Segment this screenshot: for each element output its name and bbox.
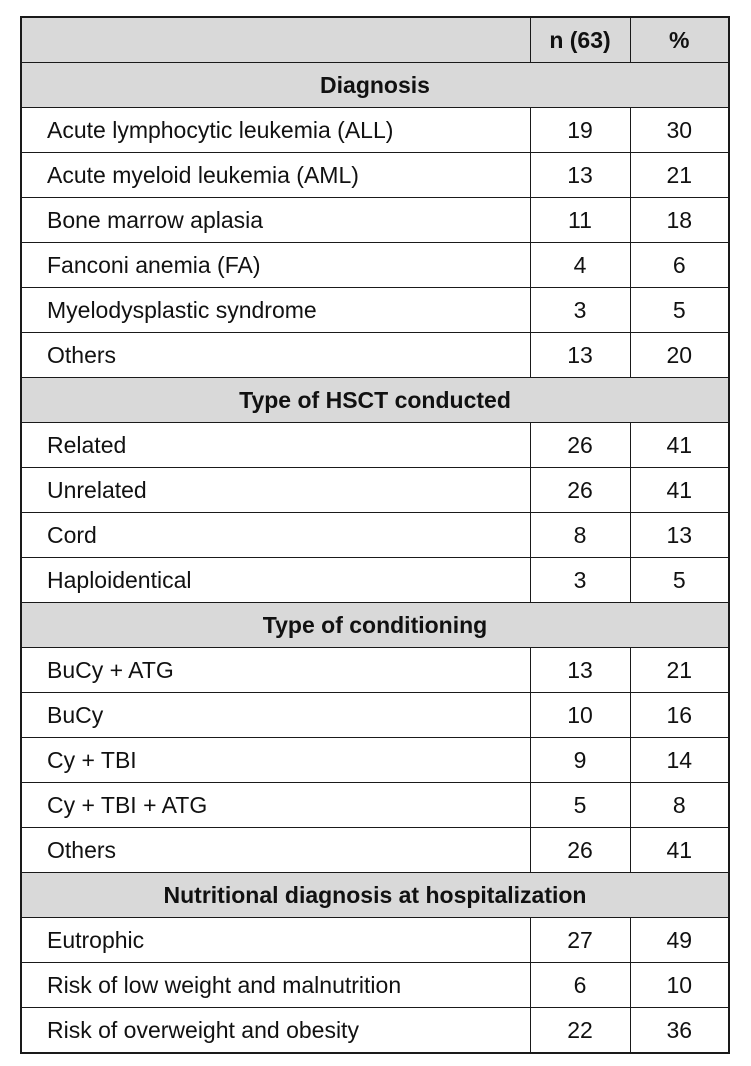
table-row (21, 288, 729, 333)
row-label: Cy + TBI + ATG (21, 783, 530, 828)
row-n-value: 8 (530, 513, 630, 558)
row-percent-value: 30 (630, 108, 729, 153)
row-n-value: 26 (530, 828, 630, 873)
table-row (21, 648, 729, 693)
row-label: Others (21, 333, 530, 378)
row-n-value: 10 (530, 693, 630, 738)
row-label: Bone marrow aplasia (21, 198, 530, 243)
row-percent-value: 6 (630, 243, 729, 288)
row-percent-value: 13 (630, 513, 729, 558)
row-n-value: 27 (530, 918, 630, 963)
row-percent-value: 10 (630, 963, 729, 1008)
row-n-value: 22 (530, 1008, 630, 1054)
row-label: Haploidentical (21, 558, 530, 603)
row-n-value: 26 (530, 468, 630, 513)
header-n: n (63) (530, 17, 630, 63)
row-label: Related (21, 423, 530, 468)
section-title: Diagnosis (21, 63, 729, 108)
row-n-value: 3 (530, 558, 630, 603)
row-n-value: 4 (530, 243, 630, 288)
table-row (21, 108, 729, 153)
row-label: Fanconi anemia (FA) (21, 243, 530, 288)
section-title: Type of conditioning (21, 603, 729, 648)
row-percent-value: 18 (630, 198, 729, 243)
table-row (21, 963, 729, 1008)
row-percent-value: 49 (630, 918, 729, 963)
section-header-row (21, 603, 729, 648)
row-n-value: 9 (530, 738, 630, 783)
header-percent: % (630, 17, 729, 63)
row-percent-value: 41 (630, 828, 729, 873)
row-n-value: 5 (530, 783, 630, 828)
row-percent-value: 14 (630, 738, 729, 783)
table-row (21, 423, 729, 468)
table-row (21, 738, 729, 783)
table-row (21, 513, 729, 558)
row-n-value: 13 (530, 648, 630, 693)
row-percent-value: 5 (630, 558, 729, 603)
row-percent-value: 21 (630, 153, 729, 198)
row-label: Acute myeloid leukemia (AML) (21, 153, 530, 198)
row-n-value: 19 (530, 108, 630, 153)
section-title: Nutritional diagnosis at hospitalization (21, 873, 729, 918)
table-row (21, 153, 729, 198)
table-container (20, 16, 730, 1054)
row-label: Acute lymphocytic leukemia (ALL) (21, 108, 530, 153)
table-header-row (21, 17, 729, 63)
row-n-value: 11 (530, 198, 630, 243)
row-percent-value: 16 (630, 693, 729, 738)
row-n-value: 13 (530, 333, 630, 378)
row-label: Cy + TBI (21, 738, 530, 783)
table-row (21, 243, 729, 288)
row-percent-value: 20 (630, 333, 729, 378)
table-row (21, 918, 729, 963)
row-percent-value: 5 (630, 288, 729, 333)
section-header-row (21, 378, 729, 423)
table-row (21, 468, 729, 513)
section-header-row (21, 873, 729, 918)
row-percent-value: 21 (630, 648, 729, 693)
row-label: BuCy (21, 693, 530, 738)
data-table (20, 16, 730, 1054)
row-n-value: 26 (530, 423, 630, 468)
table-row (21, 558, 729, 603)
row-n-value: 13 (530, 153, 630, 198)
section-header-row (21, 63, 729, 108)
row-label: Cord (21, 513, 530, 558)
table-row (21, 333, 729, 378)
row-percent-value: 36 (630, 1008, 729, 1054)
table-row (21, 783, 729, 828)
row-percent-value: 41 (630, 468, 729, 513)
table-row (21, 693, 729, 738)
table-row (21, 1008, 729, 1054)
table-row (21, 198, 729, 243)
section-title: Type of HSCT conducted (21, 378, 729, 423)
header-blank-cell (21, 17, 530, 63)
row-n-value: 6 (530, 963, 630, 1008)
row-label: BuCy + ATG (21, 648, 530, 693)
row-label: Others (21, 828, 530, 873)
row-percent-value: 41 (630, 423, 729, 468)
row-label: Risk of low weight and malnutrition (21, 963, 530, 1008)
row-percent-value: 8 (630, 783, 729, 828)
row-label: Myelodysplastic syndrome (21, 288, 530, 333)
row-label: Eutrophic (21, 918, 530, 963)
row-label: Unrelated (21, 468, 530, 513)
row-n-value: 3 (530, 288, 630, 333)
table-row (21, 828, 729, 873)
row-label: Risk of overweight and obesity (21, 1008, 530, 1054)
